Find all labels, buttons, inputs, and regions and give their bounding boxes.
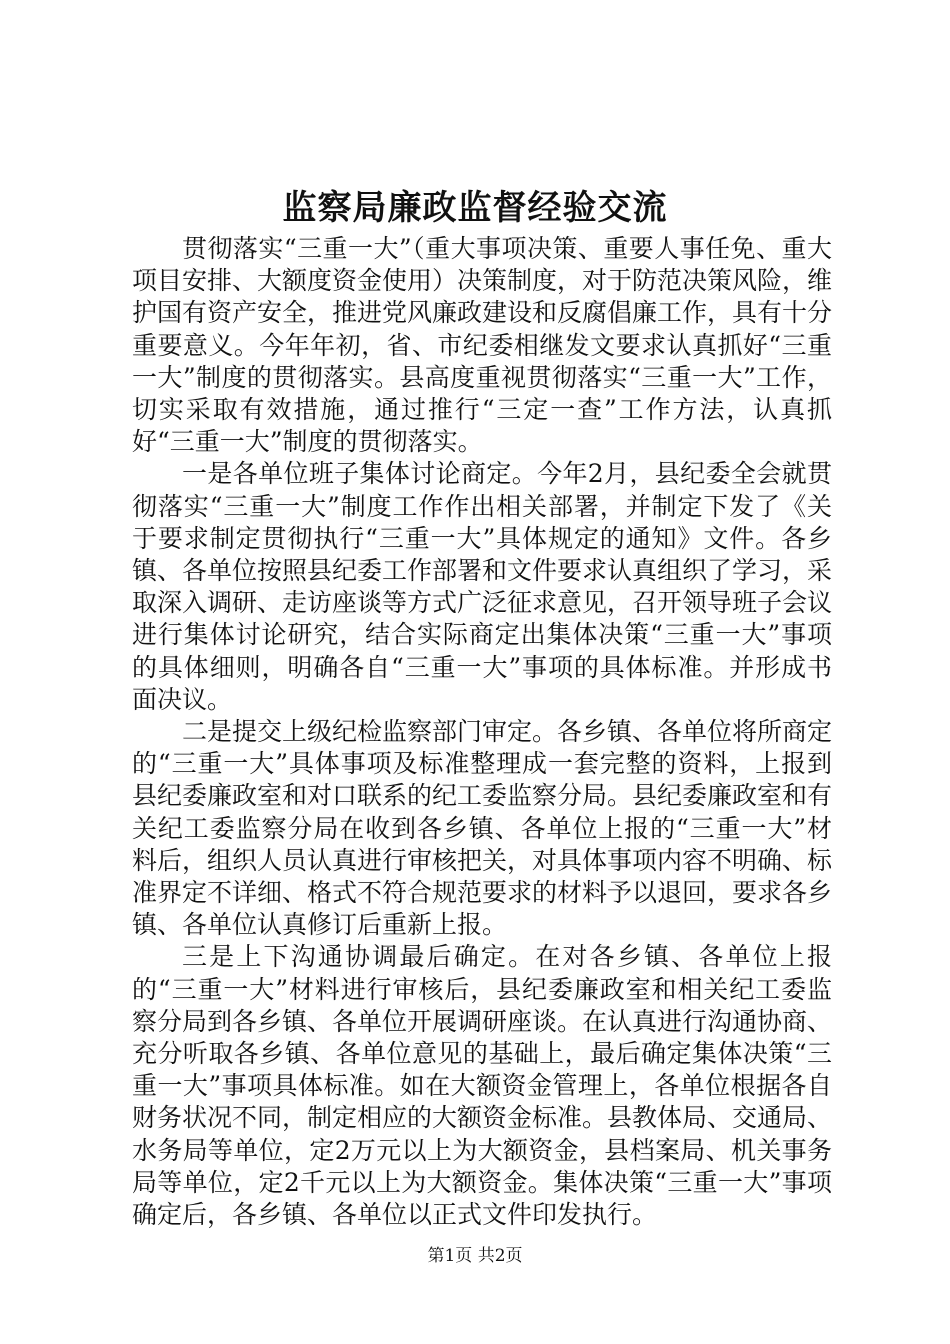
paragraph-intro: 贯彻落实“三重一大”（重大事项决策、重要人事任免、重大项目安排、大额度资金使用）决策制度，对于防范决策风险，维护国有资产安全，推进党风廉政建设和反腐倡廉工作，具有十分重要意义。今年年初，省、市纪委相继发文要求认真抓好“三重一大”制度的贯彻落实。县高度重视贯彻落实“三重一大”工作，切实采取有效措施，通过推行“三定一查”工作方法，认真抓好“三重一大”制度的贯彻落实。	[132, 234, 833, 457]
paragraph-point-three: 三是上下沟通协调最后确定。在对各乡镇、各单位上报的“三重一大”材料进行审核后，县纪委廉政室和相关纪工委监察分局到各乡镇、各单位开展调研座谈。在认真进行沟通协商、充分听取各乡镇、各单位意见的基础上，最后确定集体决策“三重一大”事项具体标准。如在大额资金管理上，各单位根据各自财务状况不同，制定相应的大额资金标准。县教体局、交通局、水务局等单位，定2万元以上为大额资金，县档案局、机关事务局等单位，定2千元以上为大额资金。集体决策“三重一大”事项确定后，各乡镇、各单位以正式文件印发执行。	[132, 942, 833, 1230]
document-body	[132, 233, 832, 1231]
page-footer: 第1页 共2页	[427, 1246, 523, 1266]
paragraph-point-one: 一是各单位班子集体讨论商定。今年2月，县纪委全会就贯彻落实“三重一大”制度工作作出相关部署，并制定下发了《关于要求制定贯彻执行“三重一大”具体规定的通知》文件。各乡镇、各单位按照县纪委工作部署和文件要求认真组织了学习，采取深入调研、走访座谈等方式广泛征求意见，召开领导班子会议进行集体讨论研究，结合实际商定出集体决策“三重一大”事项的具体细则，明确各自“三重一大”事项的具体标准。并形成书面决议。	[132, 459, 833, 714]
document-title: 监察局廉政监督经验交流	[282, 188, 668, 228]
paragraph-point-two: 二是提交上级纪检监察部门审定。各乡镇、各单位将所商定的“三重一大”具体事项及标准整理成一套完整的资料，上报到县纪委廉政室和对口联系的纪工委监察分局。县纪委廉政室和有关纪工委监察分局在收到各乡镇、各单位上报的“三重一大”材料后，组织人员认真进行审核把关，对具体事项内容不明确、标准界定不详细、格式不符合规范要求的材料予以退回，要求各乡镇、各单位认真修订后重新上报。	[132, 717, 833, 940]
